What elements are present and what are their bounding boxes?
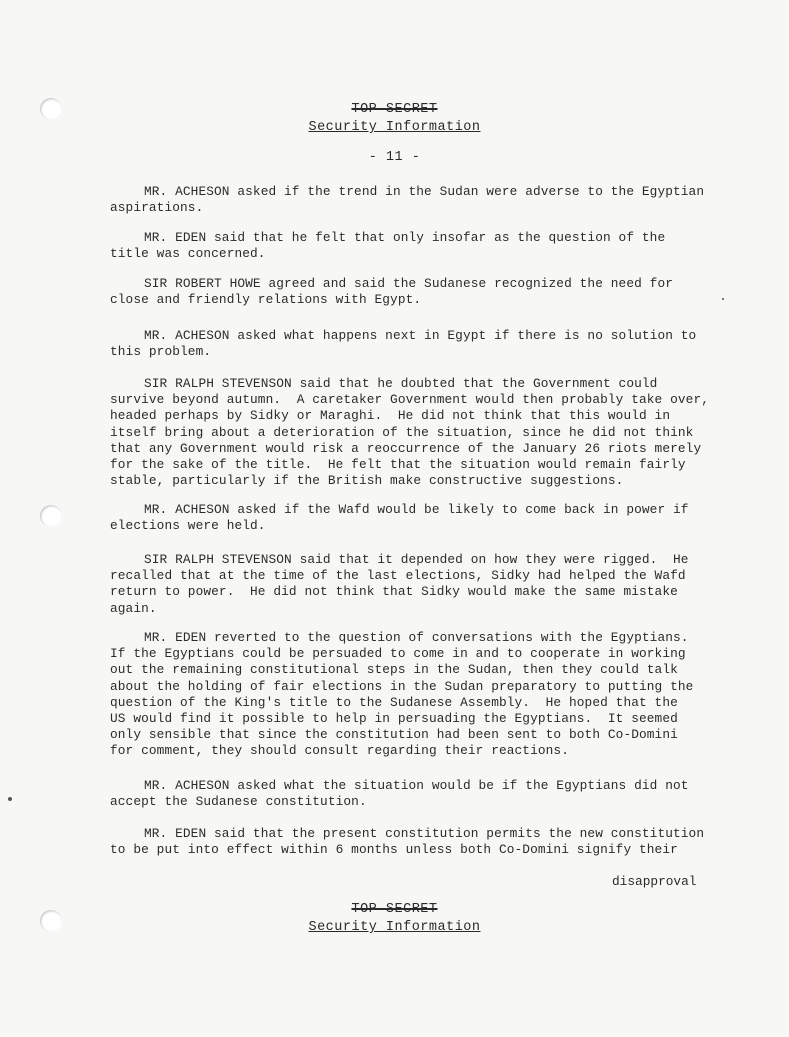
scan-speck [8,797,12,801]
paragraph-10: MR. EDEN said that the present constitution permits the new constitution to be put into effect within 6 months unless both Co-Domini signify their [110,826,705,858]
page-number: - 11 - [368,150,421,165]
footer-subtitle: Security Information [308,920,481,935]
paragraph-3: SIR ROBERT HOWE agreed and said the Sudanese recognized the need for close and friendly relations with Egypt. [110,276,673,308]
footer-classification: TOP SECRET [351,902,438,917]
paragraph-5: SIR RALPH STEVENSON said that he doubted that the Government could survive beyond autumn. A caretaker Government would then probably take over, headed perhaps by Sidky or Maraghi. He did not think that this would in itself bring about a deterioration of the situation, since he did not think that any Government would risk a reoccurrence of the January 26 riots merely for the sake of the title. He felt that the situation would remain fairly stable, particularly if the British make constructive suggestions. [110,376,710,489]
paragraph-8: MR. EDEN reverted to the question of conversations with the Egyptians. If the Egyptians could be persuaded to come in and to cooperate in working out the remaining constitutional steps in the Sudan, then they could talk about the holding of fair elections in the Sudan preparatory to putting the question of the King's title to the Sudanese Assembly. He hoped that the US would find it possible to help in persuading the Egyptians. It seemed only sensible that since the constitution had been sent to both Co-Domini for comment, they should consult regarding their reactions. [110,630,694,759]
paragraph-6: MR. ACHESON asked if the Wafd would be likely to come back in power if elections were held. [110,502,689,534]
header-subtitle: Security Information [308,120,481,135]
paragraph-2: MR. EDEN said that he felt that only insofar as the question of the title was concerned. [110,230,666,262]
paragraph-7: SIR RALPH STEVENSON said that it depended on how they were rigged. He recalled that at the time of the last elections, Sidky had helped the Wafd return to power. He did not think that Sidky would make the same mistake again. [110,552,689,616]
paragraph-9: MR. ACHESON asked what the situation would be if the Egyptians did not accept the Sudanese constitution. [110,778,689,810]
punch-hole [40,505,62,527]
header-classification: TOP SECRET [351,102,438,117]
catchword: disapproval [612,874,697,889]
paragraph-4: MR. ACHESON asked what happens next in Egypt if there is no solution to this problem. [110,328,697,360]
paragraph-1: MR. ACHESON asked if the trend in the Sudan were adverse to the Egyptian aspirations. [110,184,705,216]
